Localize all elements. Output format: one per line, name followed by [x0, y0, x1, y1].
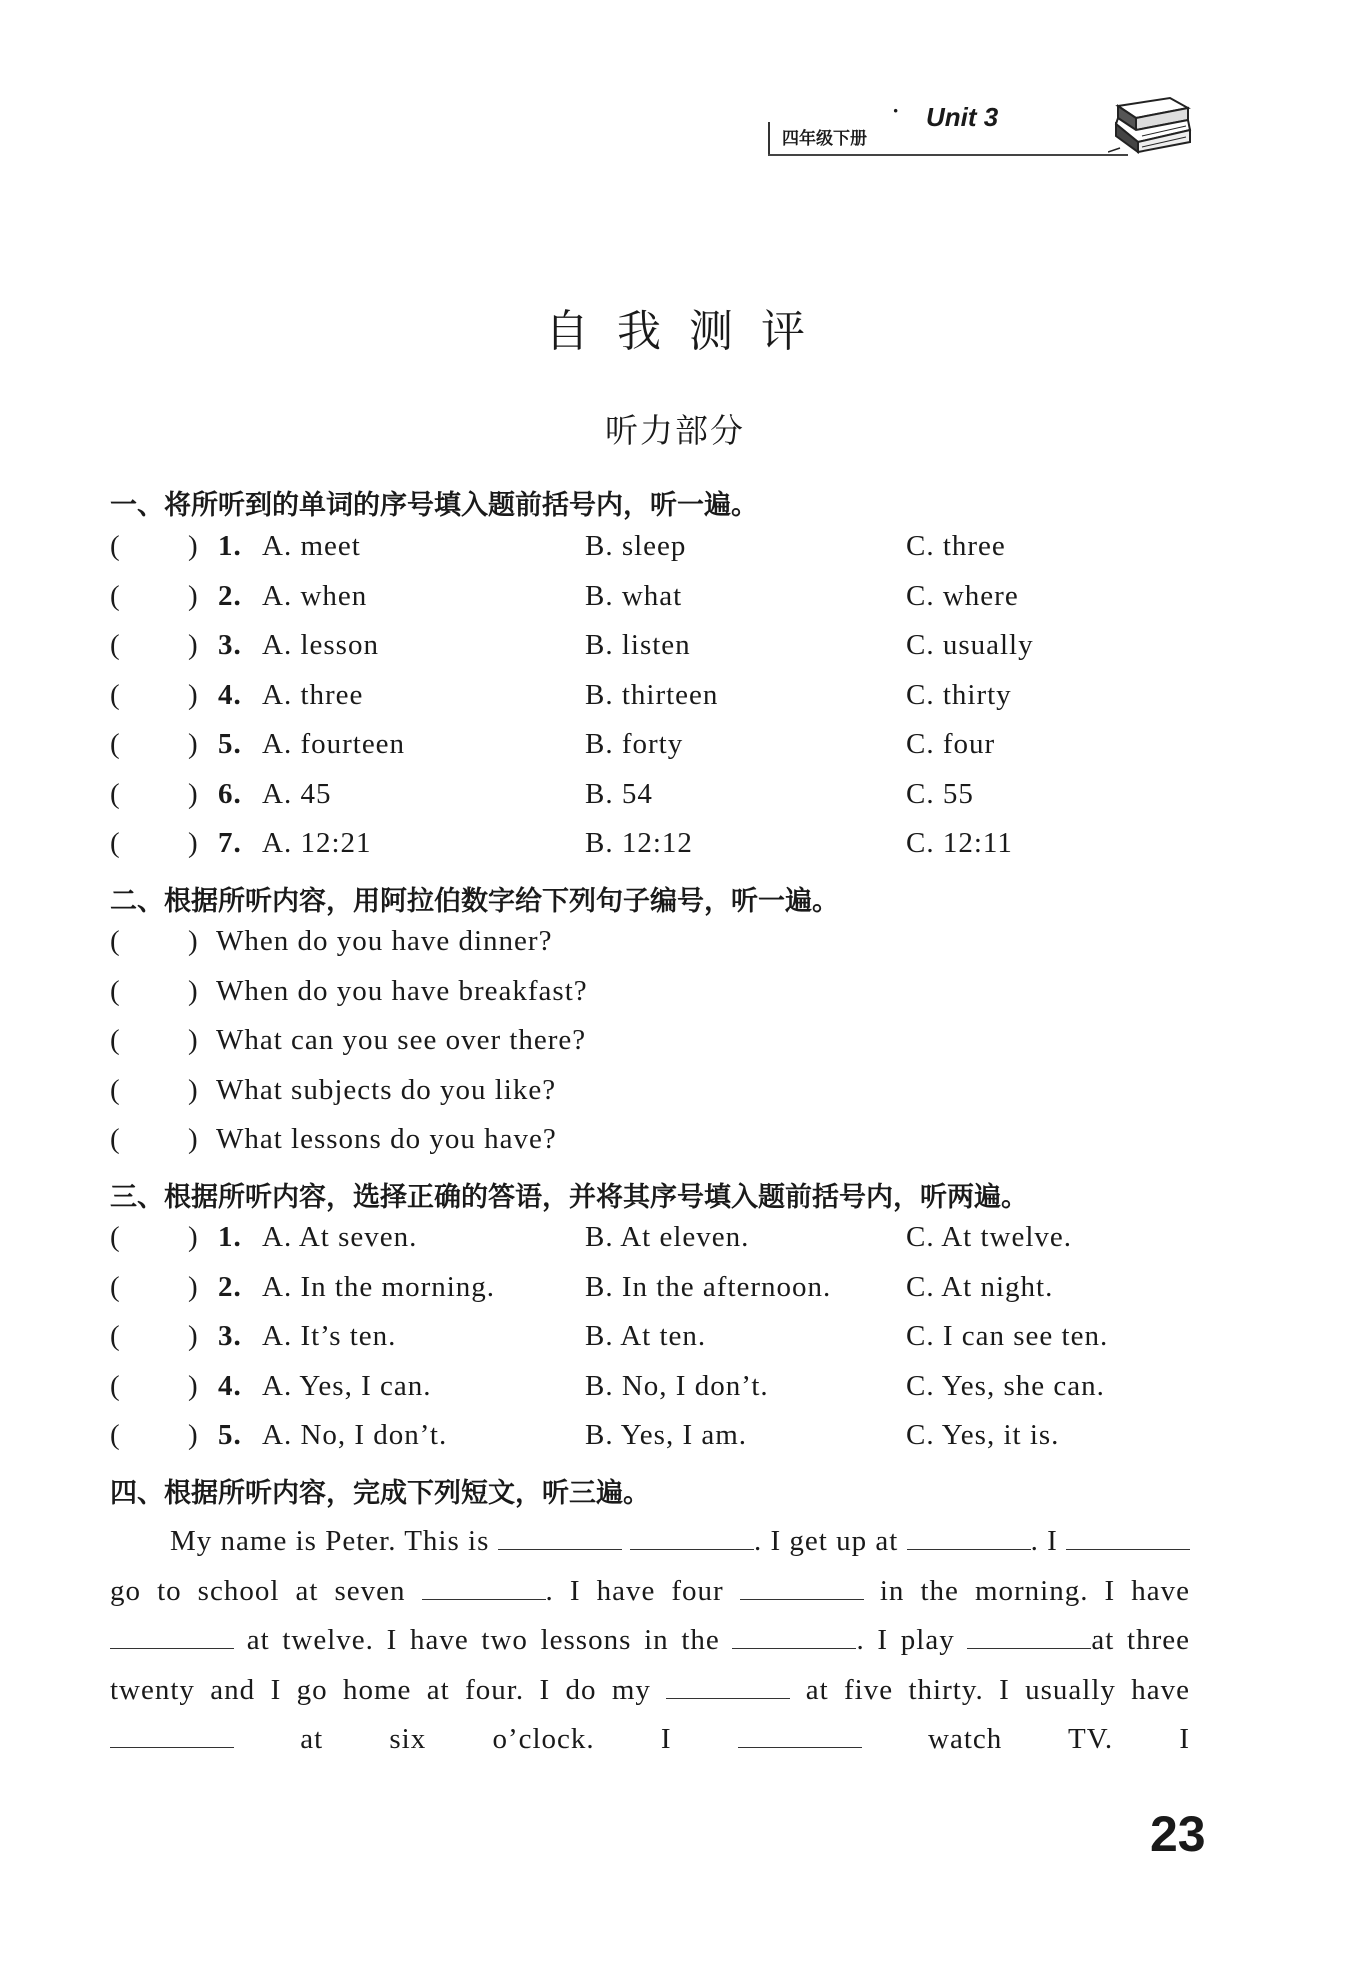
- page-title: 自我测评: [545, 306, 833, 357]
- s1-item-3: [110, 629, 1210, 673]
- option-b: B. listen: [585, 629, 691, 661]
- option-a: A. At seven.: [262, 1221, 418, 1253]
- sentence: What can you see over there?: [216, 1024, 587, 1056]
- answer-paren-open: (: [110, 579, 121, 612]
- passage-text: My name is Peter. This is: [170, 1525, 490, 1557]
- s2-item-4: [110, 1074, 1210, 1118]
- s3-item-4: [110, 1370, 1210, 1414]
- page-number: 23: [1150, 1806, 1206, 1862]
- cloze-passage: [110, 1517, 1190, 1765]
- answer-paren-open: (: [110, 1320, 121, 1352]
- answer-paren-open: (: [110, 1123, 121, 1155]
- option-a: A. 45: [262, 777, 332, 810]
- sentence: What lessons do you have?: [216, 1123, 557, 1155]
- option-a: A. 12:21: [262, 827, 372, 859]
- answer-paren-close: ): [188, 1369, 199, 1402]
- fill-blank[interactable]: [498, 1523, 622, 1550]
- answer-paren-close: ): [188, 777, 199, 810]
- answer-paren-close: ): [188, 579, 199, 612]
- s2-item-3: [110, 1024, 1210, 1068]
- item-number: 5.: [218, 728, 242, 760]
- passage-text: watch TV. I: [928, 1723, 1191, 1755]
- fill-blank[interactable]: [630, 1523, 754, 1550]
- answer-paren-close: ): [188, 827, 199, 859]
- answer-paren-close: ): [188, 1221, 199, 1253]
- option-b: B. forty: [585, 728, 684, 760]
- option-c: C. 55: [906, 777, 974, 810]
- section-3-heading: 三、根据所听内容，选择正确的答语，并将其序号填入题前括号内，听两遍。: [110, 1182, 1028, 1213]
- option-b: B. In the afternoon.: [585, 1270, 832, 1303]
- answer-paren-close: ): [188, 1270, 199, 1303]
- option-a: A. Yes, I can.: [262, 1369, 432, 1402]
- s2-item-5: [110, 1123, 1210, 1167]
- option-a: A. It’s ten.: [262, 1320, 397, 1352]
- option-a: A. fourteen: [262, 728, 406, 760]
- answer-paren-close: ): [188, 1419, 199, 1451]
- fill-blank[interactable]: [1066, 1523, 1190, 1550]
- item-number: 3.: [218, 629, 242, 661]
- unit-label: Unit 3: [926, 102, 999, 132]
- answer-paren-open: (: [110, 925, 121, 957]
- passage-text: . I play: [856, 1624, 955, 1656]
- fill-blank[interactable]: [666, 1672, 790, 1699]
- option-c: C. Yes, she can.: [906, 1369, 1105, 1402]
- s1-item-2: [110, 580, 1210, 624]
- item-number: 1.: [218, 530, 242, 562]
- section-4-heading: 四、根据所听内容，完成下列短文，听三遍。: [110, 1478, 650, 1509]
- section-1-heading: 一、将所听到的单词的序号填入题前括号内，听一遍。: [110, 490, 758, 521]
- answer-paren-open: (: [110, 974, 121, 1007]
- option-a: A. lesson: [262, 629, 379, 661]
- answer-paren-open: (: [110, 728, 121, 760]
- fill-blank[interactable]: [967, 1622, 1091, 1649]
- s3-item-5: [110, 1419, 1210, 1463]
- item-number: 7.: [218, 827, 242, 859]
- answer-paren-close: ): [188, 1073, 199, 1106]
- passage-text: . I get up at: [753, 1525, 899, 1557]
- s3-item-1: [110, 1221, 1210, 1265]
- section-2-heading: 二、根据所听内容，用阿拉伯数字给下列句子编号，听一遍。: [110, 886, 839, 917]
- answer-paren-close: ): [188, 925, 199, 957]
- answer-paren-open: (: [110, 629, 121, 661]
- answer-paren-open: (: [110, 678, 121, 711]
- fill-blank[interactable]: [110, 1721, 234, 1748]
- s2-item-1: [110, 925, 1210, 969]
- answer-paren-open: (: [110, 1024, 121, 1056]
- option-b: B. what: [585, 579, 683, 612]
- answer-paren-open: (: [110, 1369, 121, 1402]
- item-number: 2.: [218, 579, 242, 612]
- answer-paren-close: ): [188, 974, 199, 1007]
- answer-paren-close: ): [188, 728, 199, 760]
- option-b: B. 12:12: [585, 827, 693, 859]
- answer-paren-open: (: [110, 1073, 121, 1106]
- answer-paren-close: ): [188, 1123, 199, 1155]
- answer-paren-open: (: [110, 1419, 121, 1451]
- option-c: C. I can see ten.: [906, 1320, 1109, 1352]
- sentence: What subjects do you like?: [216, 1073, 557, 1106]
- s1-item-6: [110, 778, 1210, 822]
- option-c: C. At night.: [906, 1270, 1054, 1303]
- item-number: 3.: [218, 1320, 242, 1352]
- option-a: A. meet: [262, 530, 361, 562]
- fill-blank[interactable]: [110, 1622, 234, 1649]
- item-number: 1.: [218, 1221, 242, 1253]
- answer-paren-close: ): [188, 530, 199, 562]
- s2-item-2: [110, 975, 1210, 1019]
- option-a: A. when: [262, 579, 368, 612]
- passage-text: at five thirty. I usually have: [805, 1673, 1191, 1706]
- answer-paren-close: ): [188, 678, 199, 711]
- answer-paren-open: (: [110, 530, 121, 562]
- page-header: [768, 92, 1188, 162]
- option-b: B. Yes, I am.: [585, 1419, 748, 1451]
- item-number: 4.: [218, 678, 242, 711]
- option-c: C. At twelve.: [906, 1221, 1073, 1253]
- s3-item-3: [110, 1320, 1210, 1364]
- item-number: 5.: [218, 1419, 242, 1451]
- option-a: A. three: [262, 678, 364, 711]
- s3-item-2: [110, 1271, 1210, 1315]
- fill-blank[interactable]: [732, 1622, 856, 1649]
- answer-paren-open: (: [110, 777, 121, 810]
- s1-item-5: [110, 728, 1210, 772]
- option-c: C. Yes, it is.: [906, 1419, 1060, 1451]
- option-c: C. where: [906, 579, 1019, 612]
- answer-paren-open: (: [110, 1221, 121, 1253]
- option-c: C. 12:11: [906, 827, 1013, 859]
- s1-item-7: [110, 827, 1210, 871]
- answer-paren-open: (: [110, 1270, 121, 1303]
- section-subtitle: 听力部分: [605, 411, 745, 450]
- option-c: C. three: [906, 530, 1006, 562]
- answer-paren-open: (: [110, 827, 121, 859]
- answer-paren-close: ): [188, 1320, 199, 1352]
- option-c: C. thirty: [906, 678, 1012, 711]
- option-b: B. thirteen: [585, 678, 719, 711]
- passage-text: . I: [1030, 1525, 1058, 1557]
- header-dot: ·: [892, 98, 900, 123]
- option-b: B. At eleven.: [585, 1221, 750, 1253]
- item-number: 6.: [218, 777, 242, 810]
- item-number: 2.: [218, 1270, 242, 1303]
- answer-paren-close: ): [188, 1024, 199, 1056]
- passage-text: . I have four: [545, 1574, 724, 1607]
- header-rule: [768, 154, 1128, 156]
- option-a: A. In the morning.: [262, 1270, 496, 1303]
- grade-label: 四年级下册: [768, 122, 918, 156]
- sentence: When do you have dinner?: [216, 925, 553, 957]
- fill-blank[interactable]: [907, 1523, 1031, 1550]
- option-b: B. 54: [585, 777, 653, 810]
- fill-blank[interactable]: [740, 1573, 864, 1600]
- option-b: B. At ten.: [585, 1320, 707, 1352]
- option-b: B. No, I don’t.: [585, 1369, 769, 1402]
- option-a: A. No, I don’t.: [262, 1419, 448, 1451]
- books-icon: [1108, 96, 1192, 158]
- answer-paren-close: ): [188, 629, 199, 661]
- fill-blank[interactable]: [738, 1721, 862, 1748]
- passage-text: at twelve. I have two lessons in the: [246, 1624, 720, 1656]
- passage-text: in the morning. I have: [879, 1574, 1190, 1607]
- passage-text: at three twenty and I go home at four. I do my: [110, 1624, 1191, 1706]
- passage-text: go to school at seven: [110, 1574, 406, 1607]
- item-number: 4.: [218, 1369, 242, 1402]
- s1-item-1: [110, 530, 1210, 574]
- option-b: B. sleep: [585, 530, 687, 562]
- option-c: C. usually: [906, 629, 1034, 661]
- s1-item-4: [110, 679, 1210, 723]
- option-c: C. four: [906, 728, 996, 760]
- passage-text: at six o’clock. I: [300, 1723, 672, 1755]
- fill-blank[interactable]: [422, 1573, 546, 1600]
- sentence: When do you have breakfast?: [216, 974, 588, 1007]
